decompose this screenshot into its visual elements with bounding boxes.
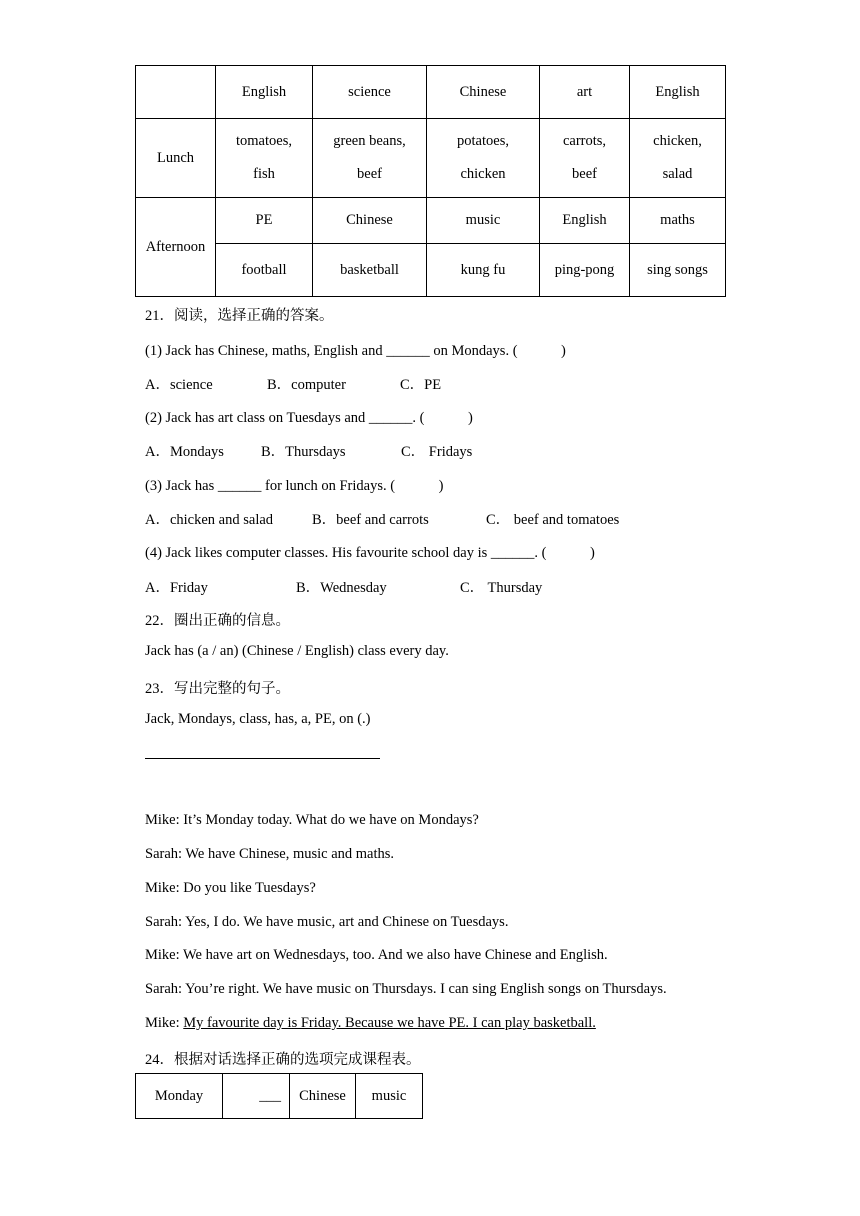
lunch-cell-line: salad (662, 166, 693, 182)
afternoon-cell: Chinese (313, 198, 427, 244)
lunch-cell-line: carrots, (562, 133, 607, 149)
afternoon-cell: ping-pong (540, 244, 630, 297)
lunch-cell-line: potatoes, (457, 133, 509, 149)
schedule-header-cell: science (313, 66, 427, 119)
lunch-cell-line: fish (253, 166, 275, 182)
lunch-label: Lunch (136, 119, 216, 198)
q21-options-3 (145, 508, 619, 529)
lunch-cell-line: chicken (460, 166, 506, 182)
lunch-cell-line: beef (357, 166, 382, 182)
answer-blank-line[interactable] (145, 758, 380, 759)
q24-blank-cell[interactable]: ___ (223, 1074, 290, 1119)
afternoon-cell: maths (630, 198, 726, 244)
q21-options-4 (145, 576, 542, 597)
q22-title: 22．圈出正确的信息。 (145, 613, 290, 629)
dialogue-line-last (145, 1015, 596, 1032)
lunch-cell (540, 119, 630, 198)
option-c[interactable]: C． beef and tomatoes (486, 512, 620, 528)
schedule-header-cell: English (216, 66, 313, 119)
option-a[interactable]: A．science (145, 377, 213, 393)
dialogue-line: Sarah: Yes, I do. We have music, art and Chinese on Tuesdays. (145, 914, 509, 930)
q21-question-2: (2) Jack has art class on Tuesdays and ______. ( ) (145, 410, 473, 426)
lunch-cell-line: chicken, (653, 133, 702, 149)
lunch-cell-line: tomatoes, (236, 133, 292, 149)
afternoon-label: Afternoon (136, 198, 216, 297)
dialogue-speaker: Mike: (145, 1015, 184, 1031)
lunch-cell (630, 119, 726, 198)
q21-question-1: (1) Jack has Chinese, maths, English and ______ on Mondays. ( ) (145, 343, 566, 359)
schedule-lunch-row (136, 119, 726, 198)
q24-row (136, 1074, 423, 1119)
q22-text: Jack has (a / an) (Chinese / English) class every day. (145, 643, 449, 659)
schedule-afternoon-row-1 (136, 198, 726, 244)
lunch-cell (427, 119, 540, 198)
schedule-afternoon-row-2 (136, 244, 726, 297)
option-a[interactable]: A．chicken and salad (145, 512, 274, 528)
q24-cell: music (356, 1074, 423, 1119)
lunch-cell (313, 119, 427, 198)
schedule-header-row (136, 66, 726, 119)
schedule-header-cell: English (630, 66, 726, 119)
q21-question-3: (3) Jack has ______ for lunch on Fridays. ( ) (145, 478, 444, 494)
afternoon-cell: basketball (313, 244, 427, 297)
schedule-header-cell: Chinese (427, 66, 540, 119)
schedule-header-cell: art (540, 66, 630, 119)
q21-options-1 (145, 373, 441, 394)
option-a[interactable]: A．Mondays (145, 444, 224, 460)
schedule-table (135, 65, 726, 297)
dialogue-line: Mike: It’s Monday today. What do we have on Mondays? (145, 812, 479, 828)
option-c[interactable]: C．PE (400, 377, 442, 393)
q24-cell: Chinese (290, 1074, 356, 1119)
lunch-cell-line: green beans, (333, 133, 406, 149)
dialogue-line: Mike: We have art on Wednesdays, too. And we also have Chinese and English. (145, 947, 608, 963)
q21-title: 21．阅读，选择正确的答案。 (145, 308, 334, 324)
dialogue-line: Sarah: We have Chinese, music and maths. (145, 846, 395, 862)
option-b[interactable]: B．Wednesday (296, 580, 387, 596)
dialogue-line: Mike: Do you like Tuesdays? (145, 880, 316, 896)
option-c[interactable]: C． Fridays (401, 444, 473, 460)
afternoon-cell: PE (216, 198, 313, 244)
underlined-dialogue-text: My favourite day is Friday. Because we have PE. I can play basketball. (183, 1015, 596, 1031)
dialogue-line: Sarah: You’re right. We have music on Thursdays. I can sing English songs on Thursdays. (145, 981, 667, 997)
q23-text: Jack, Mondays, class, has, a, PE, on (.) (145, 711, 371, 727)
afternoon-cell: kung fu (427, 244, 540, 297)
q21-options-2 (145, 440, 472, 461)
option-b[interactable]: B．beef and carrots (312, 512, 429, 528)
afternoon-cell: sing songs (630, 244, 726, 297)
lunch-cell-line: beef (572, 166, 597, 182)
option-b[interactable]: B．Thursdays (261, 444, 346, 460)
lunch-cell (216, 119, 313, 198)
q24-day-cell: Monday (136, 1074, 223, 1119)
afternoon-cell: music (427, 198, 540, 244)
q24-title: 24．根据对话选择正确的选项完成课程表。 (145, 1052, 421, 1068)
afternoon-cell: English (540, 198, 630, 244)
afternoon-cell: football (216, 244, 313, 297)
q23-title: 23．写出完整的句子。 (145, 681, 290, 697)
q21-question-4: (4) Jack likes computer classes. His favourite school day is ______. ( ) (145, 545, 595, 561)
option-c[interactable]: C． Thursday (460, 580, 543, 596)
option-b[interactable]: B．computer (267, 377, 346, 393)
option-a[interactable]: A．Friday (145, 580, 208, 596)
q24-timetable (135, 1073, 423, 1119)
schedule-corner-cell (136, 66, 216, 119)
